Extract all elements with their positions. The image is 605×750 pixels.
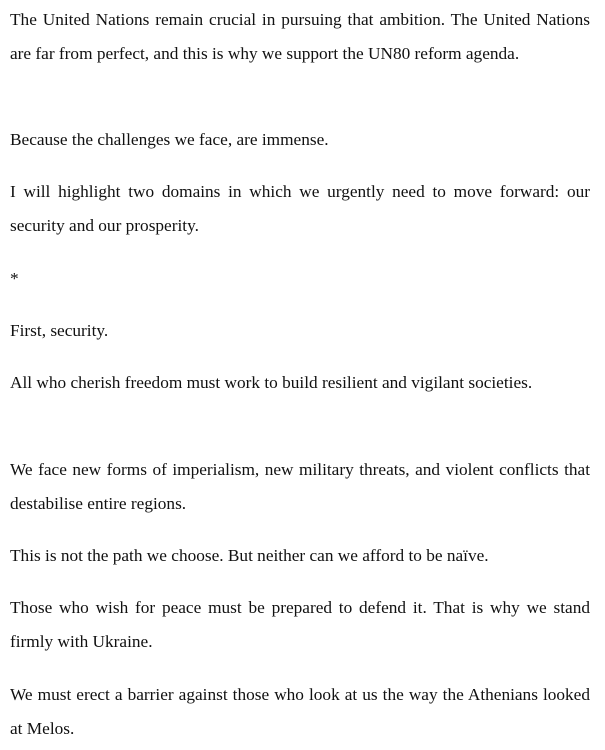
paragraph-two-domains: I will highlight two domains in which we urgently need to move forward: our security and our prosperity. [10, 182, 590, 235]
paragraph-ukraine: Those who wish for peace must be prepared to defend it. That is why we stand firmly with Ukraine. [10, 598, 590, 651]
paragraph-imperialism: We face new forms of imperialism, new military threats, and violent conflicts that destabilise entire regions. [10, 460, 590, 513]
paragraph-un-reform: The United Nations remain crucial in pursuing that ambition. The United Nations are far from perfect, and this is why we support the UN80 reform agenda. [10, 10, 590, 63]
paragraph-not-naive: This is not the path we choose. But neither can we afford to be naïve. [10, 546, 489, 565]
paragraph-resilient-societies: All who cherish freedom must work to build resilient and vigilant societies. [10, 373, 533, 392]
paragraph-melos: We must erect a barrier against those who look at us the way the Athenians looked at Melos. [10, 685, 590, 738]
paragraph-first-security: First, security. [10, 321, 109, 340]
section-separator: * [10, 269, 19, 288]
paragraph-challenges: Because the challenges we face, are immense. [10, 130, 329, 149]
